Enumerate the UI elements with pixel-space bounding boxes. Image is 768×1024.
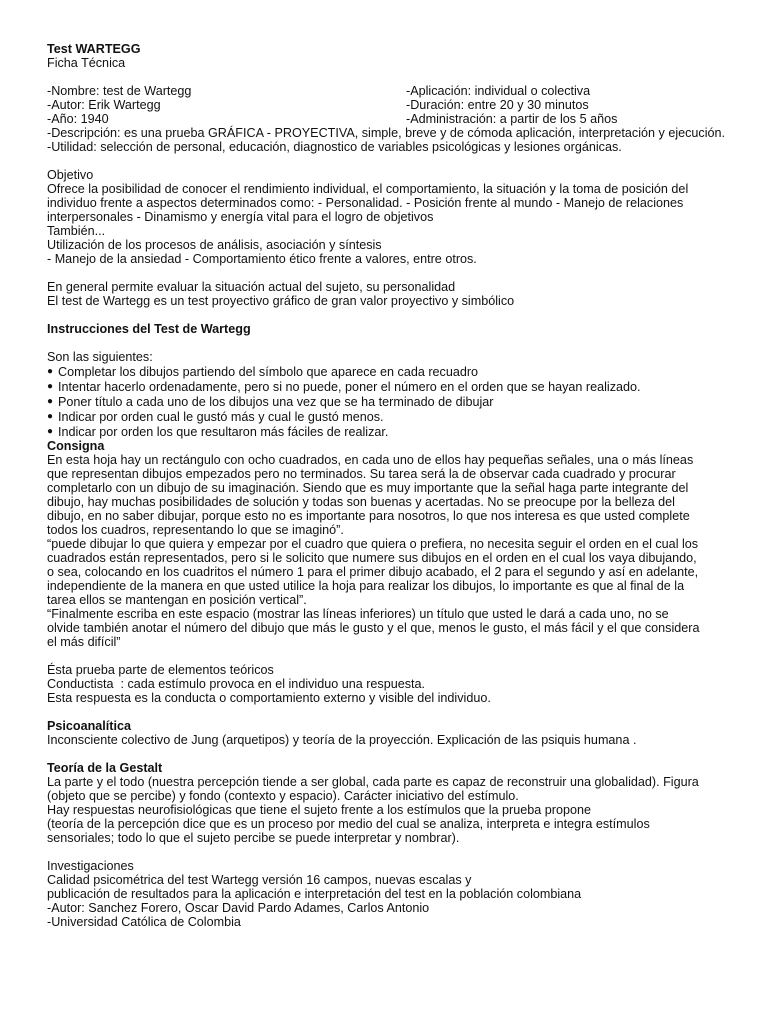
consigna-line: cuadrados están representados, pero si le solicito que numere sus dibujos en el orden en el cual los vaya dibujando, bbox=[47, 551, 697, 565]
gestalt-line: Hay respuestas neurofisiológicas que tiene el sujeto frente a los estímulos que la prueba propone bbox=[47, 803, 591, 817]
ficha-administracion: -Administración: a partir de los 5 años bbox=[406, 112, 618, 126]
teoricos-line: Esta respuesta es la conducta o comportamiento externo y visible del individuo. bbox=[47, 691, 491, 705]
bullet-icon: ● bbox=[47, 425, 54, 437]
list-item: ● Indicar por orden cual le gustó más y cual le gustó menos. bbox=[47, 409, 384, 424]
ficha-descripcion: -Descripción: es una prueba GRÁFICA - PROYECTIVA, simple, breve y de cómoda aplicación, interpretación y ejecución. bbox=[47, 126, 726, 140]
ficha-aplicacion: -Aplicación: individual o colectiva bbox=[406, 84, 591, 98]
ficha-row bbox=[47, 112, 727, 126]
ficha-row bbox=[47, 84, 727, 98]
investigaciones-line: publicación de resultados para la aplicación e interpretación del test en la población colombiana bbox=[47, 887, 582, 901]
consigna-line: tarea ellos se mantengan en posición vertical”. bbox=[47, 593, 307, 607]
investigaciones-line: Calidad psicométrica del test Wartegg versión 16 campos, nuevas escalas y bbox=[47, 873, 472, 887]
general-line: El test de Wartegg es un test proyectivo gráfico de gran valor proyectivo y simbólico bbox=[47, 294, 515, 308]
consigna-line: completarlo con un dibujo de su imaginación. Siendo que es muy importante que la señal haga parte integrante del bbox=[47, 481, 689, 495]
ficha-duracion: -Duración: entre 20 y 30 minutos bbox=[406, 98, 589, 112]
consigna-line: que representan dibujos empezados pero no terminados. Su tarea será la de observar cada cuadrado y procurar bbox=[47, 467, 676, 481]
objetivo-line: También... bbox=[47, 224, 106, 238]
document-title: Test WARTEGG bbox=[47, 42, 141, 56]
general-line: En general permite evaluar la situación actual del sujeto, su personalidad bbox=[47, 280, 456, 294]
objetivo-heading: Objetivo bbox=[47, 168, 94, 182]
investigaciones-line: -Autor: Sanchez Forero, Oscar David Pardo Adames, Carlos Antonio bbox=[47, 901, 430, 915]
consigna-line: dibujo, en no saber dibujar, porque esto no es importante para nosotros, lo que nos interesa es que usted complete bbox=[47, 509, 690, 523]
ficha-utilidad: -Utilidad: selección de personal, educación, diagnostico de variables psicológicas y lesiones orgánicas. bbox=[47, 140, 622, 154]
ficha-anio: -Año: 1940 bbox=[47, 112, 109, 126]
instrucciones-intro: Son las siguientes: bbox=[47, 350, 153, 364]
list-item: ● Indicar por orden los que resultaron más fáciles de realizar. bbox=[47, 424, 389, 439]
document-subtitle: Ficha Técnica bbox=[47, 56, 126, 70]
list-item: ● Intentar hacerlo ordenadamente, pero si no puede, poner el número en el orden que se hayan realizado. bbox=[47, 379, 641, 394]
teoricos-line: Conductista : cada estímulo provoca en el individuo una respuesta. bbox=[47, 677, 426, 691]
objetivo-line: Ofrece la posibilidad de conocer el rendimiento individual, el comportamiento, la situación y la toma de posición del bbox=[47, 182, 689, 196]
bullet-icon: ● bbox=[47, 410, 54, 422]
consigna-line: olvide también anotar el número del dibujo que más le gusto y el que, menos le gusto, el más fácil y el que considera bbox=[47, 621, 700, 635]
psicoanalitica-line: Inconsciente colectivo de Jung (arquetipos) y teoría de la proyección. Explicación de las psiquis humana . bbox=[47, 733, 637, 747]
consigna-line: el más difícil” bbox=[47, 635, 121, 649]
consigna-line: En esta hoja hay un rectángulo con ocho cuadrados, en cada uno de ellos hay pequeñas señales, una o más líneas bbox=[47, 453, 694, 467]
objetivo-line: interpersonales - Dinamismo y energía vital para el logro de objetivos bbox=[47, 210, 434, 224]
gestalt-line: La parte y el todo (nuestra percepción tiende a ser global, cada parte es capaz de reconstruir una globalidad). Figura bbox=[47, 775, 699, 789]
consigna-line: todos los cuadros, representando lo que se imaginó”. bbox=[47, 523, 344, 537]
consigna-line: o sea, colocando en los cuadritos el número 1 para el primer dibujo acabado, el 2 para el segundo y así en adelante, bbox=[47, 565, 699, 579]
objetivo-line: - Manejo de la ansiedad - Comportamiento ético frente a valores, entre otros. bbox=[47, 252, 477, 266]
ficha-row bbox=[47, 98, 727, 112]
consigna-line: dibujo, hay muchas posibilidades de solución y todas son buenas y acertadas. No se preocupe por la belleza del bbox=[47, 495, 675, 509]
ficha-nombre: -Nombre: test de Wartegg bbox=[47, 84, 192, 98]
psicoanalitica-heading: Psicoanalítica bbox=[47, 719, 131, 733]
objetivo-line: Utilización de los procesos de análisis, asociación y síntesis bbox=[47, 238, 382, 252]
consigna-line: independiente de la manera en que usted utilice la hoja para realizar los dibujos, lo importante es que al final de la bbox=[47, 579, 685, 593]
list-item: ● Poner título a cada uno de los dibujos una vez que se ha terminado de dibujar bbox=[47, 394, 494, 409]
consigna-line: “Finalmente escriba en este espacio (mostrar las líneas inferiores) un título que usted le dará a cada uno, no se bbox=[47, 607, 669, 621]
bullet-icon: ● bbox=[47, 380, 54, 392]
gestalt-heading: Teoría de la Gestalt bbox=[47, 761, 163, 775]
investigaciones-line: -Universidad Católica de Colombia bbox=[47, 915, 241, 929]
ficha-autor: -Autor: Erik Wartegg bbox=[47, 98, 161, 112]
objetivo-line: individuo frente a aspectos determinados como: - Personalidad. - Posición frente al mundo - Manejo de relaciones bbox=[47, 196, 684, 210]
document-body bbox=[47, 42, 727, 929]
consigna-line: “puede dibujar lo que quiera y empezar por el cuadro que quiera o prefiera, no necesita seguir el orden en el cual los bbox=[47, 537, 699, 551]
gestalt-line: sensoriales; todo lo que el sujeto percibe se puede interpretar y nombrar). bbox=[47, 831, 460, 845]
bullet-icon: ● bbox=[47, 365, 54, 377]
consigna-heading: Consigna bbox=[47, 439, 105, 453]
gestalt-line: (objeto que se percibe) y fondo (contexto y espacio). Carácter iniciativo del estímulo. bbox=[47, 789, 519, 803]
list-item: ● Completar los dibujos partiendo del símbolo que aparece en cada recuadro bbox=[47, 364, 479, 379]
gestalt-line: (teoría de la percepción dice que es un proceso por medio del cual se analiza, interpreta e integra estímulos bbox=[47, 817, 650, 831]
instrucciones-heading: Instrucciones del Test de Wartegg bbox=[47, 322, 251, 336]
teoricos-line: Ésta prueba parte de elementos teóricos bbox=[47, 663, 274, 677]
bullet-icon: ● bbox=[47, 395, 54, 407]
investigaciones-heading: Investigaciones bbox=[47, 859, 134, 873]
